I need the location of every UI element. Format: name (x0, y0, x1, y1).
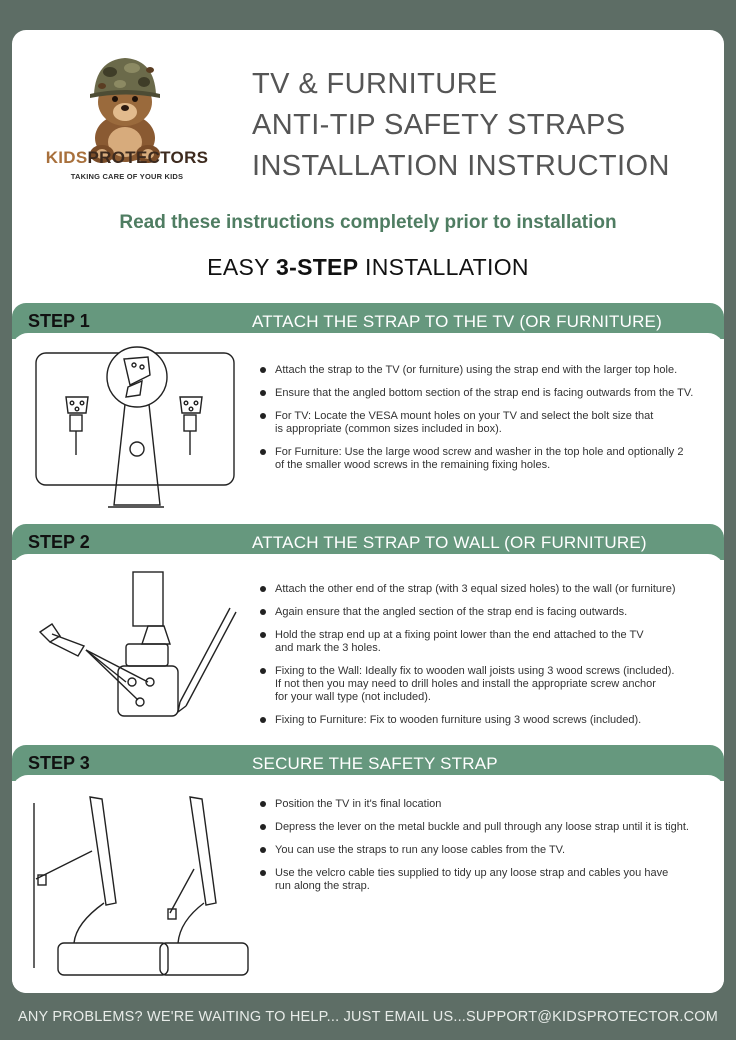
support-email-text: ANY PROBLEMS? WE'RE WAITING TO HELP... JUST EMAIL US...SUPPORT@KIDSPROTECTOR.COM (17, 1008, 719, 1025)
easy-install-heading: EASY 3-STEP INSTALLATION (207, 254, 529, 280)
instruction-sheet (12, 30, 724, 993)
secured-tv-illustration (30, 783, 256, 978)
list-item: Ensure that the angled bottom section of the strap end is facing outwards from the TV. (260, 387, 720, 400)
step-3-title: SECURE THE SAFETY STRAP (252, 754, 498, 773)
step-1-body (12, 333, 724, 521)
step-3-body (12, 775, 724, 993)
step-2-number: STEP 2 (28, 532, 90, 552)
list-item: Attach the strap to the TV (or furniture) using the strap end with the larger top hole. (260, 364, 720, 377)
step-1-title: ATTACH THE STRAP TO THE TV (OR FURNITURE) (252, 312, 662, 331)
brand-name: KIDSPROTECTORS (45, 148, 209, 167)
step-3-section (12, 745, 724, 993)
teddy-bear-soldier-logo (32, 42, 218, 192)
step-3-bullets (260, 798, 720, 903)
document-title (252, 64, 712, 187)
step-1-section (12, 303, 724, 521)
title-line-2: ANTI-TIP SAFETY STRAPS (252, 109, 626, 141)
step-2-bullets (260, 583, 720, 737)
list-item: Use the velcro cable ties supplied to tidy up any loose strap and cables you have run along the strap. (260, 867, 720, 893)
read-instructions-notice: Read these instructions completely prior to installation (119, 212, 617, 233)
step-3-number: STEP 3 (28, 753, 90, 773)
list-item: Attach the other end of the strap (with 3 equal sized holes) to the wall (or furniture) (260, 583, 720, 596)
wall-fixing-illustration (30, 564, 240, 739)
list-item: Depress the lever on the metal buckle and pull through any loose strap until it is tight. (260, 821, 720, 834)
list-item: Fixing to Furniture: Fix to wooden furniture using 3 wood screws (included). (260, 714, 720, 727)
step-2-section (12, 524, 724, 746)
step-2-title: ATTACH THE STRAP TO WALL (OR FURNITURE) (252, 533, 647, 552)
list-item: Position the TV in it's final location (260, 798, 720, 811)
step-1-bullets (260, 364, 720, 482)
tv-strap-attach-illustration (30, 345, 240, 513)
list-item: For TV: Locate the VESA mount holes on your TV and select the bolt size that is appropriate (common sizes included in box). (260, 410, 720, 436)
step-2-body (12, 554, 724, 746)
top-frame-bar (0, 0, 736, 30)
list-item: For Furniture: Use the large wood screw and washer in the top hole and optionally 2 of the smaller wood screws in the remaining fixing holes. (260, 446, 720, 472)
title-line-3: INSTALLATION INSTRUCTION (252, 150, 670, 182)
title-line-1: TV & FURNITURE (252, 68, 498, 100)
list-item: Hold the strap end up at a fixing point lower than the end attached to the TV and mark the 3 holes. (260, 629, 720, 655)
brand-tagline: TAKING CARE OF YOUR KIDS (70, 172, 184, 181)
list-item: Again ensure that the angled section of the strap end is facing outwards. (260, 606, 720, 619)
step-1-number: STEP 1 (28, 311, 90, 331)
list-item: Fixing to the Wall: Ideally fix to wooden wall joists using 3 wood screws (included). If not then you may need to drill holes and install the appropriate screw anchor for your wall type (not included). (260, 665, 720, 704)
list-item: You can use the straps to run any loose cables from the TV. (260, 844, 720, 857)
support-footer (0, 993, 736, 1040)
